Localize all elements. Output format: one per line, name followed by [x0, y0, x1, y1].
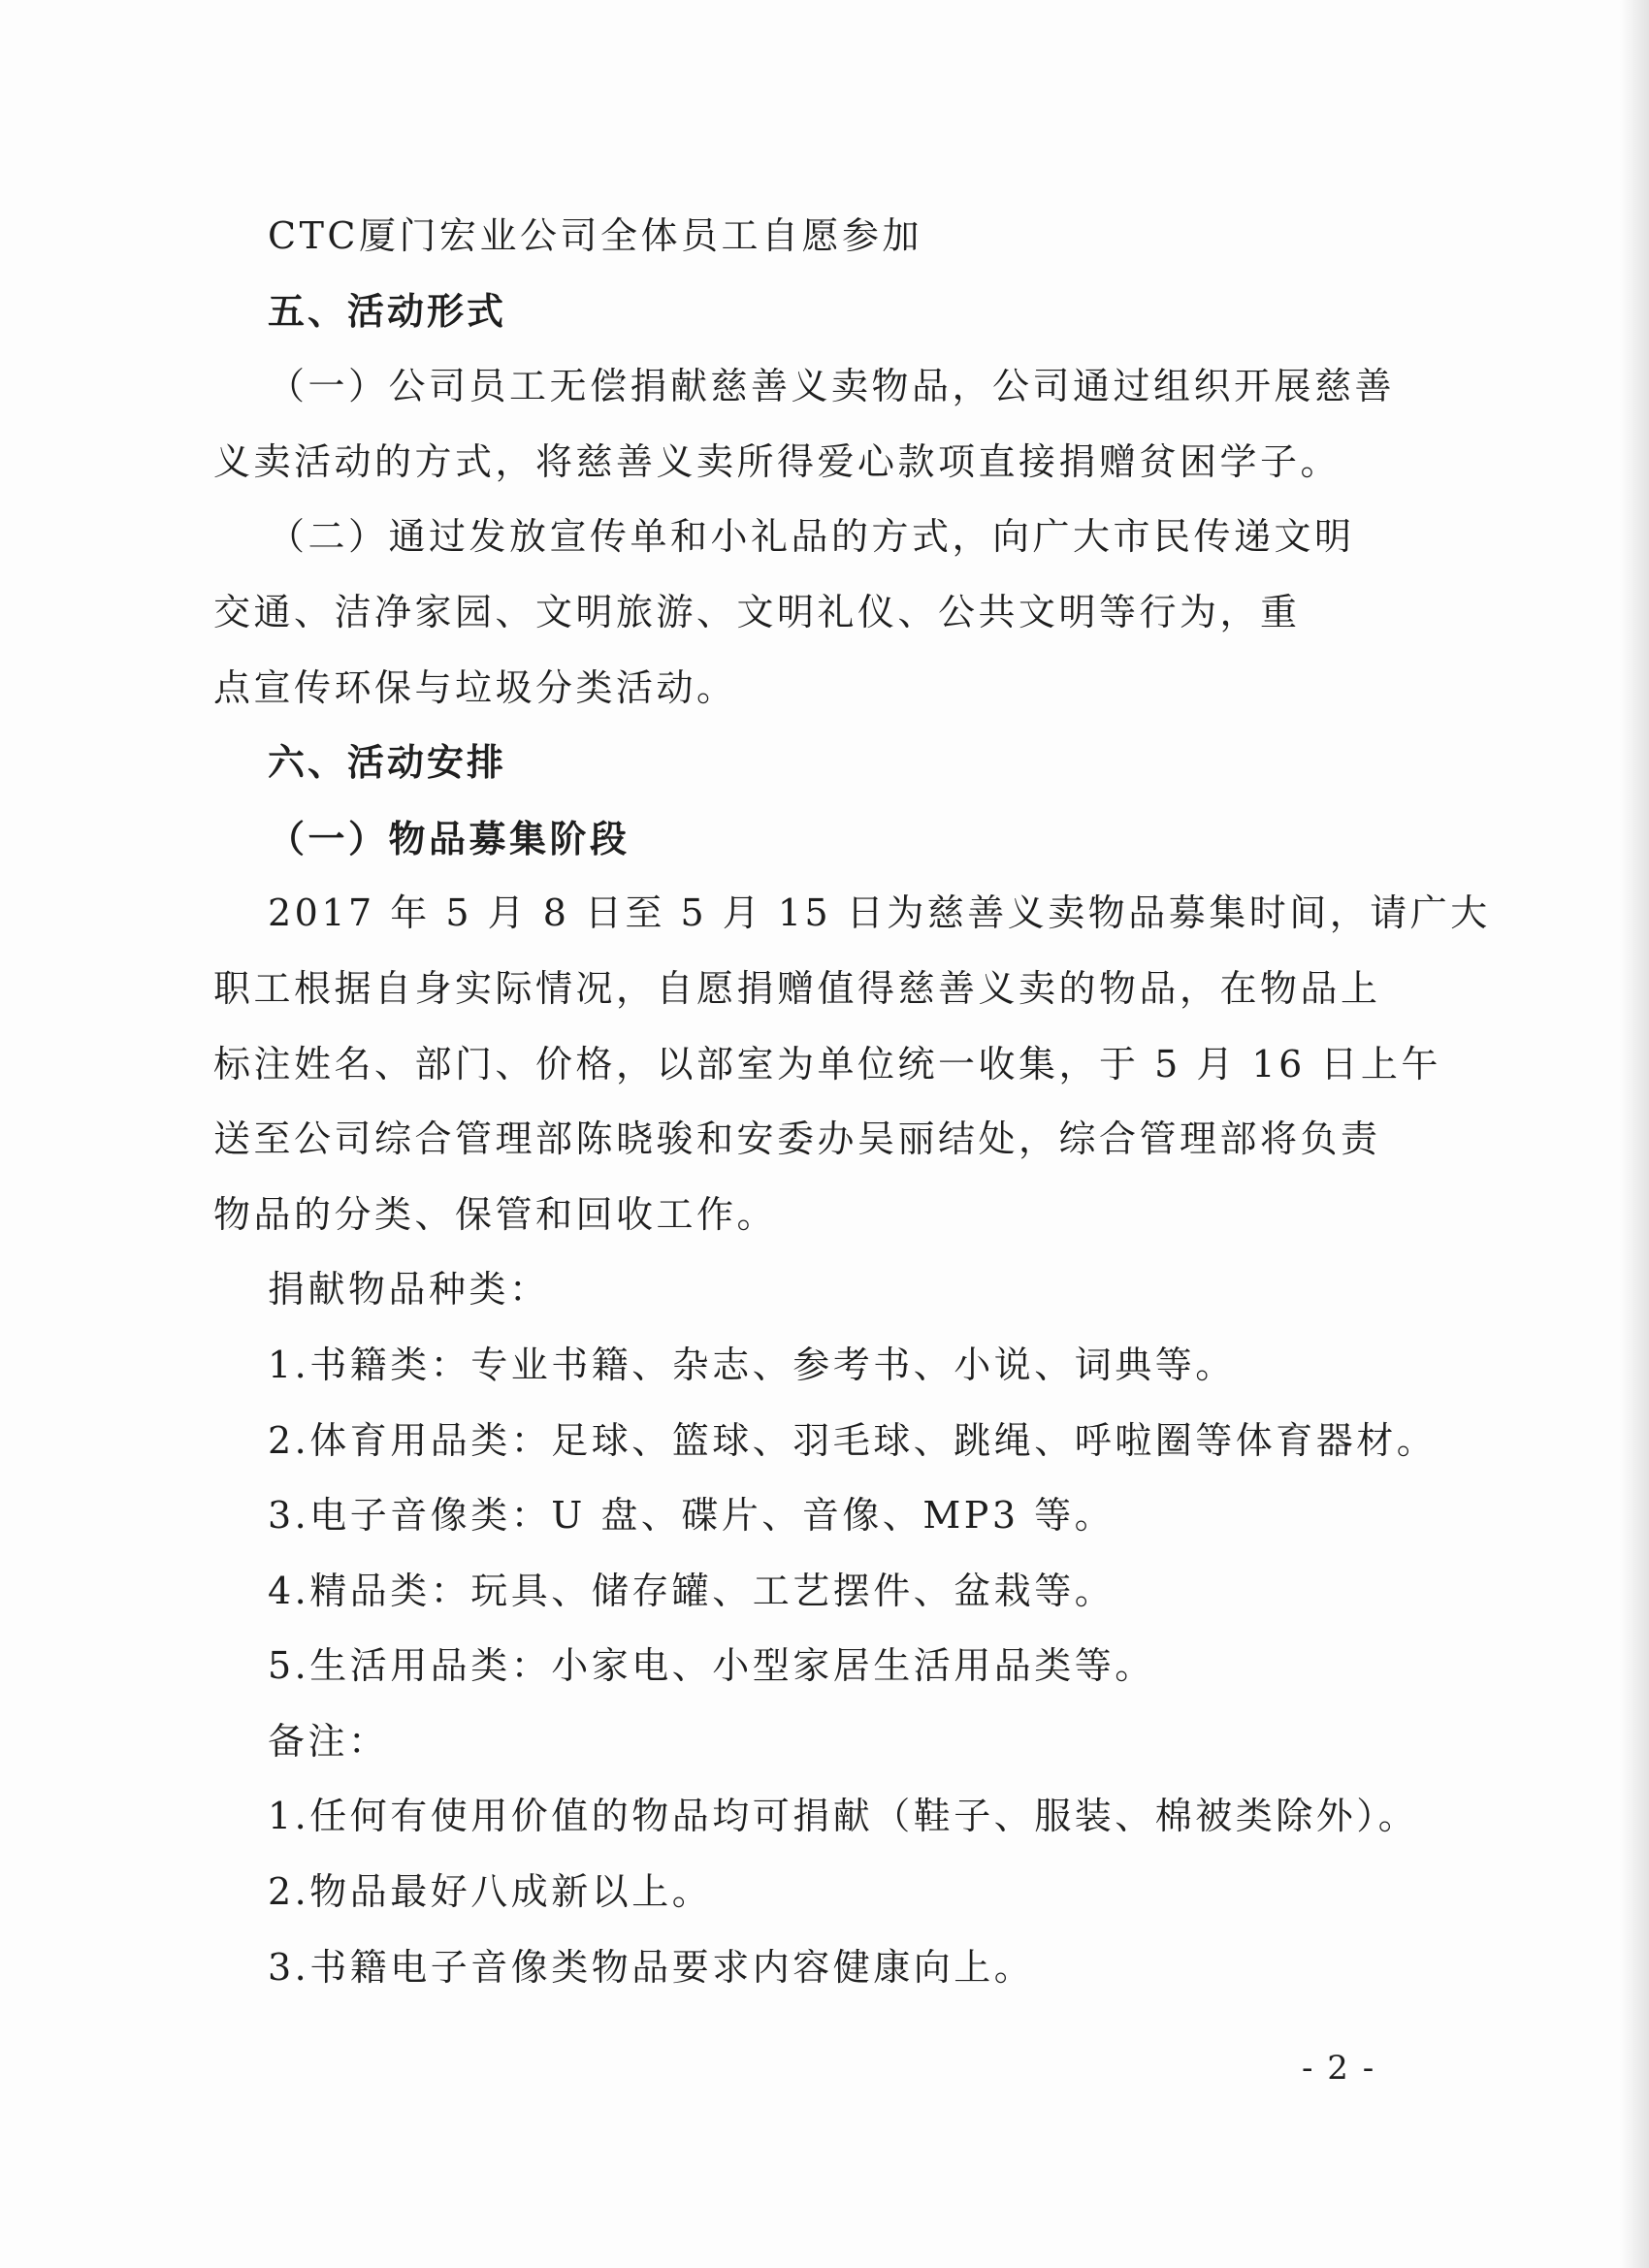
paragraph-line: 2017 年 5 月 8 日至 5 月 15 日为慈善义卖物品募集时间，请广大	[268, 891, 1491, 935]
list-item: 2.物品最好八成新以上。	[268, 1870, 713, 1914]
list-item: 3.书籍电子音像类物品要求内容健康向上。	[268, 1945, 1035, 1989]
list-item: 4.精品类：玩具、储存罐、工艺摆件、盆栽等。	[268, 1569, 1116, 1612]
paragraph-line: 职工根据自身实际情况，自愿捐赠值得慈善义卖的物品，在物品上	[213, 966, 1381, 1010]
participants-line: CTC厦门宏业公司全体员工自愿参加	[268, 214, 922, 257]
subheading-collection-stage: （一）物品募集阶段	[268, 816, 630, 860]
paragraph-line: 物品的分类、保管和回收工作。	[213, 1192, 778, 1236]
page-number: - 2 -	[1302, 2049, 1376, 2088]
scanned-page-edge	[1620, 0, 1649, 2268]
list-item: 3.电子音像类：U 盘、碟片、音像、MP3 等。	[268, 1494, 1116, 1538]
paragraph-line: 点宣传环保与垃圾分类活动。	[213, 665, 737, 709]
section-heading-activity-form: 五、活动形式	[268, 289, 507, 333]
document-body	[213, 199, 1491, 2005]
list-item: 1.书籍类：专业书籍、杂志、参考书、小说、词典等。	[268, 1343, 1236, 1386]
paragraph-line: 交通、洁净家园、文明旅游、文明礼仪、公共文明等行为，重	[213, 590, 1301, 633]
paragraph-line: （二）通过发放宣传单和小礼品的方式，向广大市民传递文明	[268, 515, 1355, 559]
paragraph-line: 义卖活动的方式，将慈善义卖所得爱心款项直接捐赠贫困学子。	[213, 439, 1342, 483]
donation-categories-label: 捐献物品种类：	[268, 1268, 550, 1312]
paragraph-line: （一）公司员工无偿捐献慈善义卖物品，公司通过组织开展慈善	[268, 365, 1396, 408]
remarks-label: 备注：	[268, 1719, 389, 1763]
list-item: 2.体育用品类：足球、篮球、羽毛球、跳绳、呼啦圈等体育器材。	[268, 1418, 1438, 1462]
paragraph-line: 送至公司综合管理部陈晓骏和安委办吴丽结处，综合管理部将负责	[213, 1118, 1381, 1161]
paragraph-line: 标注姓名、部门、价格，以部室为单位统一收集，于 5 月 16 日上午	[213, 1042, 1441, 1085]
list-item: 1.任何有使用价值的物品均可捐献（鞋子、服装、棉被类除外）。	[268, 1795, 1419, 1838]
list-item: 5.生活用品类：小家电、小型家居生活用品类等。	[268, 1644, 1155, 1688]
section-heading-activity-arrangement: 六、活动安排	[268, 741, 507, 785]
